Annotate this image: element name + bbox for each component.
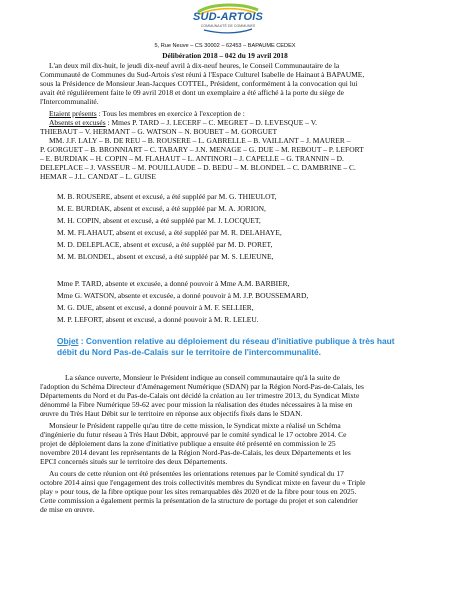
body-line: Monsieur le Président rappelle qu'au titre de cette mission, le Syndicat mixte a réalisé un Schéma xyxy=(49,421,341,430)
presents-text: : Tous les membres en exercice à l'exception de : xyxy=(96,109,245,118)
proxy-line: Mme G. WATSON, absente et excusée, a donné pouvoir à M. J.P. BOUSSEMARD, xyxy=(57,291,309,300)
object-label: Objet xyxy=(57,336,79,346)
body-line: d'ingénierie du futur réseau à Très Haut Débit, approuvé par le comité syndical le 17 octobre 2014. Ce xyxy=(40,430,347,439)
absents-line: – E. BURDIAK – H. COPIN – M. FLAHAUT – L. ANTINORI – J. CAPELLE – G. TRANNIN – D. xyxy=(40,154,344,163)
deliberation-title: Délibération 2018 – 042 du 19 avril 2018 xyxy=(162,51,288,60)
body-line: projet de déploiement dans la zone d'initiative publique a ensuite été présenté en commission le 25 xyxy=(40,439,336,448)
absents-line: MM. J.F. LALY – B. DE REU – B. ROUSERE – L. GABRELLE – B. VAILLANT – J. MAURER – xyxy=(49,136,351,145)
intro-line: L'an deux mil dix-huit, le jeudi dix-neuf avril à dix-neuf heures, le Conseil Communautaire de la xyxy=(49,61,340,70)
body-line: EPCI concernés situés sur le territoire des deux Départements. xyxy=(40,457,228,466)
intro-line: sous la Présidence de Monsieur Jean-Jacques COTTEL, Président, conformément à la convocation qui lui xyxy=(40,79,358,88)
absents-line: HEMAR – J.L. CANDAT – L. GUISE xyxy=(40,172,156,181)
substitute-line: M. M. FLAHAUT, absent et excusé, a été suppléé par M. R. DELAHAYE, xyxy=(57,228,282,237)
logo-name: SUD-ARTOIS xyxy=(192,11,264,23)
proxy-line: Mme P. TARD, absente et excusée, a donné pouvoir à Mme A.M. BARBIER, xyxy=(57,279,290,288)
body-line: de mise en œuvre. xyxy=(40,505,95,514)
body-line: play » pour tous, de la fibre optique pour les sites remarquables dès 2020 et de la fibre pour tous en 2025. xyxy=(40,487,357,496)
object-line: débit du Nord Pas-de-Calais sur le territoire de l'intercommunalité. xyxy=(57,347,322,357)
body-line: l'adoption du Schéma Directeur d'Aménagement Numérique (SDAN) par la Région Nord-Pas-de-Calais, les xyxy=(40,382,364,391)
body-line: Départements du Nord et du Pas-de-Calais ont décidé la création au 1er trimestre 2013, du Syndicat Mixte xyxy=(40,391,360,400)
body-line: Au cours de cette réunion ont été présentées les orientations retenues par le Comité syndical du 17 xyxy=(49,469,344,478)
absents-line: DELEPLACE – J. VASSEUR – M. POUILLAUDE – D. BEDU – M. BLONDEL – C. DAMBRINE – C. xyxy=(40,163,356,172)
intro-line: l'Intercommunalité. xyxy=(40,97,99,106)
substitute-line: M. D. DELEPLACE, absent et excusé, a été suppléé par M. D. PORET, xyxy=(57,240,273,249)
absents-label: Absents et excusés xyxy=(49,118,106,127)
substitute-line: M. H. COPIN, absent et excusé, a été suppléé par M. J. LOCQUET, xyxy=(57,216,261,225)
absents-line: P. GORGUET – B. BRONNIART – C. TABARY – J.N. MENAGE – G. DUE – M. REBOUT – P. LEFORT xyxy=(40,145,364,154)
body-line: La séance ouverte, Monsieur le Président indique au conseil communautaire qu'à la suite de xyxy=(65,373,341,382)
body-line: dénommé la Fibre Numérique 59-62 avec pour mission la réalisation des études nécessaires à la mise en xyxy=(40,400,353,409)
absents-names: : Mmes P. TARD – J. LECERF – C. MEGRET – D. LEVESQUE – V. xyxy=(105,118,318,127)
body-line: novembre 2014 devant les représentants de la Région Nord-Pas-de-Calais, les deux Départements et les xyxy=(40,448,351,457)
sud-artois-logo xyxy=(190,3,266,41)
absents-line: THIEBAUT – V. HERMANT – G. WATSON – N. BOUBET – M. GORGUET xyxy=(40,127,278,136)
object-text: : Convention relative au déploiement du réseau d'initiative publique à très haut xyxy=(78,336,395,346)
body-line: œuvre du Très Haut Débit sur le territoire en réponse aux objectifs fixés dans le SDAN. xyxy=(40,409,303,418)
body-line: Cette commission a également permis la présentation de la structure de portage du projet et son calendrier xyxy=(40,496,358,505)
substitute-line: M. E. BURDIAK, absent et excusé, a été suppléé par M. A. JORION, xyxy=(57,204,266,213)
proxy-line: M. P. LEFORT, absent et excusé, a donné pouvoir à M. R. LELEU. xyxy=(57,315,259,324)
proxy-line: M. G. DUE, absent et excusé, a donné pouvoir à M. F. SELLIER, xyxy=(57,303,254,312)
substitute-line: M. M. BLONDEL, absent et excusé, a été suppléé par M. S. LEJEUNE, xyxy=(57,252,274,261)
intro-line: avait été régulièrement faite le 09 avril 2018 et dont un exemplaire a été affiché à la porte du siège de xyxy=(40,88,344,97)
intro-line: Communauté de Communes du Sud-Artois s'est réuni à l'Espace Culturel Isabelle de Hainaut à BAPAUME, xyxy=(40,70,365,79)
header-address: 5, Rue Neuve – CS 30002 – 62453 – BAPAUME CEDEX xyxy=(154,43,296,49)
logo-tagline: COMMUNAUTÉ DE COMMUNES xyxy=(200,24,256,28)
object-line xyxy=(57,336,395,346)
substitute-line: M. B. ROUSERE, absent et excusé, a été suppléé par M. G. THIEULOT, xyxy=(57,192,277,201)
body-line: octobre 2014 ainsi que l'engagement des trois collectivités membres du Syndicat mixte en faveur du « Triple xyxy=(40,478,366,487)
presents-label: Etaient présents xyxy=(49,109,97,118)
